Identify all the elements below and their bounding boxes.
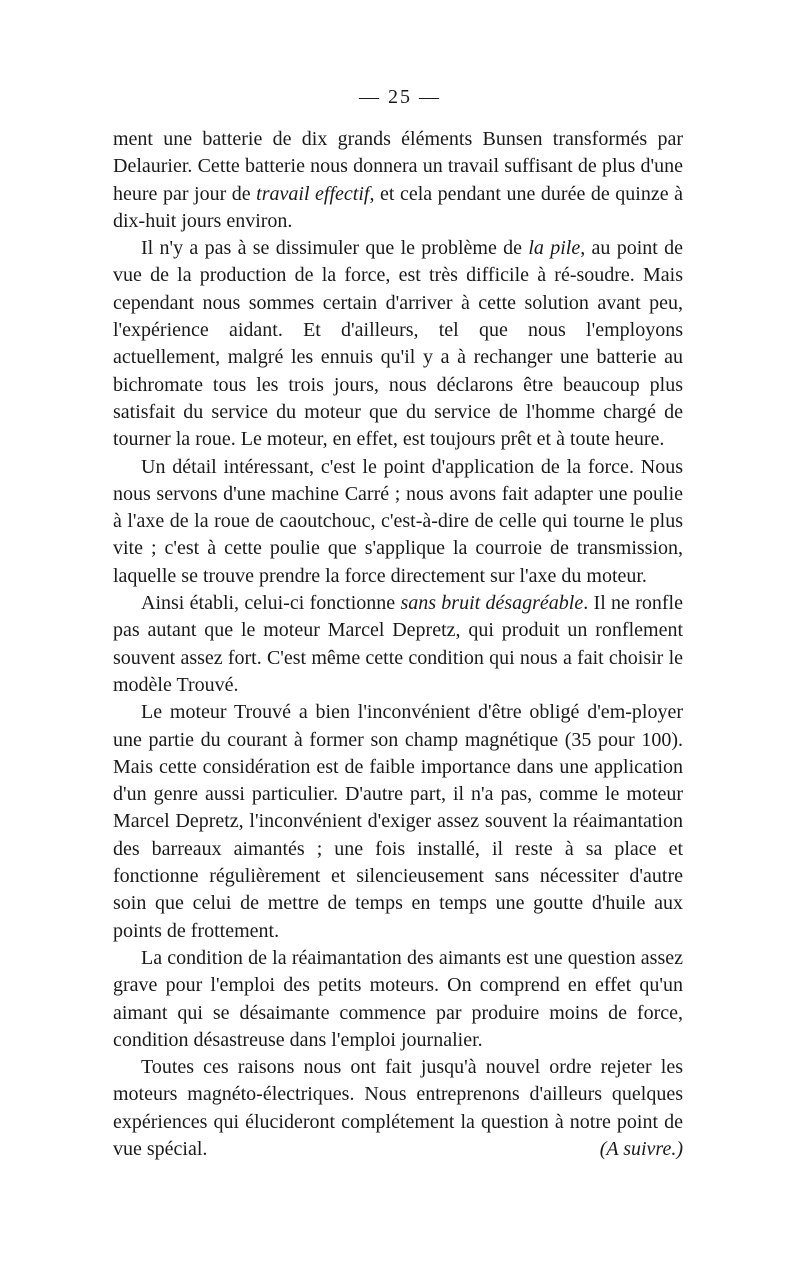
paragraph	[113, 126, 683, 235]
text-run: Il n'y a pas à se dissimuler que le problème de	[141, 237, 529, 260]
paragraph	[113, 699, 683, 945]
text-run: Un détail intéressant, c'est le point d'application de la force. Nous nous servons d'une machine Carré ; nous avons fait adapter une poulie à l'axe de la roue de caoutchouc, c'est-à-dire de celle qui tourne le plus vite ; c'est à cette poulie que s'applique la courroie de transmission, laquelle se trouve prendre la force directement sur l'axe du moteur.	[113, 455, 683, 587]
page-number: — 25 —	[359, 86, 441, 108]
text-run: , et cela pendant une durée de quinze à dix-huit jours environ.	[113, 182, 683, 232]
italic-text: travail effectif	[256, 182, 370, 205]
text-run: Le moteur Trouvé a bien l'inconvénient d'être obligé d'em-ployer une partie du courant à former son champ magnétique (35 pour 100). Mais cette considération est de faible importance dans une application d'un genre aussi particulier. D'autre part, il n'a pas, comme le moteur Marcel Depretz, l'inconvénient d'exiger assez souvent la réaimantation des barreaux aimantés ; une fois installé, il reste à sa place et fonctionne régulièrement et silencieusement sans nécessiter d'autre soin que celui de mettre de temps en temps une goutte d'huile aux points de frottement.	[113, 701, 683, 942]
text-run: Toutes ces raisons nous ont fait jusqu'à nouvel ordre rejeter les moteurs magnéto-électriques. Nous entreprenons d'ailleurs quelques expériences qui élucideront complétement la question à notre point de vue spécial.	[113, 1056, 683, 1160]
paragraph	[113, 945, 683, 1054]
paragraph	[113, 235, 683, 453]
text-run: La condition de la réaimantation des aimants est une question assez grave pour l'emploi des petits moteurs. On comprend en effet qu'un aimant qui se désaimante commence par produire moins de force, condition désastreuse dans l'emploi journalier.	[113, 946, 683, 1051]
text-run: , au point de vue de la production de la force, est très difficile à ré-soudre. Mais cependant nous sommes certain d'arriver à cette solution avant peu, l'expérience aidant. Et d'ailleurs, tel que nous l'employons actuellement, malgré les ennuis qu'il y a à rechanger une batterie au bichromate tous les trois jours, nous déclarons être beaucoup plus satisfait du service du moteur que du service de l'homme chargé de tourner la roue. Le moteur, en effet, est toujours prêt et à toute heure.	[113, 237, 683, 451]
paragraph	[113, 1054, 683, 1163]
paragraph	[113, 454, 683, 590]
italic-text: sans bruit désagréable	[400, 592, 584, 615]
text-run: Ainsi établi, celui-ci fonctionne	[141, 592, 401, 615]
text-run: . Il ne ronfle pas autant que le moteur Marcel Depretz, qui produit un ronflement souvent assez fort. C'est même cette condition qui nous a fait choisir le modèle Trouvé.	[113, 592, 683, 696]
italic-text: la pile	[528, 237, 581, 260]
body-text	[113, 126, 683, 1163]
paragraph	[113, 590, 683, 699]
text-run: ment une batterie de dix grands éléments Bunsen transformés par Delaurier. Cette batterie nous donnera un travail suffisant de plus d'une heure par jour de	[113, 128, 683, 205]
continuation-note: (A suivre.)	[599, 1137, 683, 1160]
